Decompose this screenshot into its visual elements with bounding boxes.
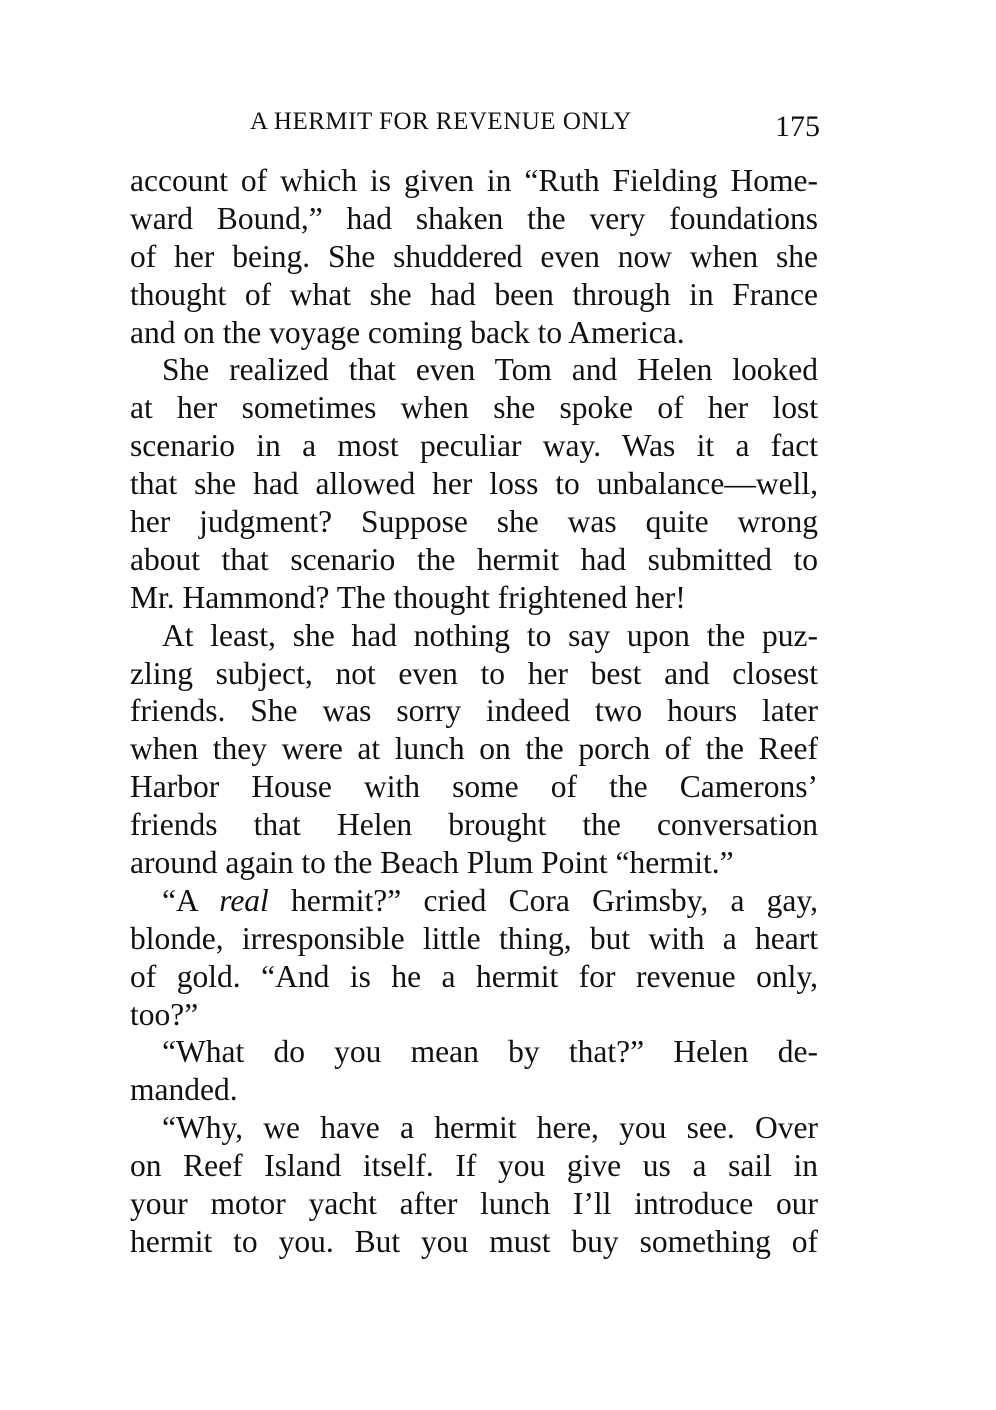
paragraph [130,1109,818,1261]
text-line: She realized that even Tom and Helen looked [162,352,818,388]
text-line: zling subject, not even to her best and closest [130,655,818,691]
text-line: of gold. “And is he a hermit for revenue only, [130,958,818,994]
paragraph [130,162,818,351]
paragraph [130,1033,818,1109]
text-line: friends that Helen brought the conversation [130,807,818,843]
text-line: too?” [130,996,199,1032]
text-line: of her being. She shuddered even now when she [130,238,818,274]
text-line: blonde, irresponsible little thing, but with a heart [130,920,818,956]
text-line: “Why, we have a hermit here, you see. Over [162,1110,818,1146]
text-line: on Reef Island itself. If you give us a sail in [130,1148,818,1184]
body-text [130,162,818,1261]
text-line: when they were at lunch on the porch of the Reef [130,731,818,767]
text-line: ward Bound,” had shaken the very foundations [130,200,818,236]
text-line: thought of what she had been through in France [130,276,818,312]
text-line: her judgment? Suppose she was quite wrong [130,504,818,540]
emphasized-word: real [219,882,269,918]
running-header [130,108,820,148]
text-line: about that scenario the hermit had submitted to [130,541,818,577]
text-line: that she had allowed her loss to unbalance—well, [130,466,818,502]
text-line: at her sometimes when she spoke of her lost [130,390,818,426]
paragraph [130,882,818,1034]
text-line: hermit to you. But you must buy something of [130,1223,818,1259]
text-line: and on the voyage coming back to America. [130,314,685,350]
text-line: your motor yacht after lunch I’ll introduce our [130,1186,818,1222]
text-line: “What do you mean by that?” Helen de- [162,1034,818,1070]
text-run: “A [162,882,220,918]
page-number: 175 [775,110,820,143]
text-run: hermit?” cried Cora Grimsby, a gay, [268,882,818,918]
text-line: account of which is given in “Ruth Fielding Home- [130,163,818,198]
paragraph [130,351,818,616]
text-line: manded. [130,1072,238,1108]
paragraph [130,617,818,882]
running-title: A HERMIT FOR REVENUE ONLY [250,108,632,135]
text-line: At least, she had nothing to say upon the puz- [162,617,818,653]
text-line: scenario in a most peculiar way. Was it a fact [130,428,818,464]
text-line: Harbor House with some of the Camerons’ [130,769,818,805]
text-line: friends. She was sorry indeed two hours later [130,693,818,729]
text-line: around again to the Beach Plum Point “hermit.” [130,845,734,881]
text-line [130,882,818,920]
text-line: Mr. Hammond? The thought frightened her! [130,579,686,615]
